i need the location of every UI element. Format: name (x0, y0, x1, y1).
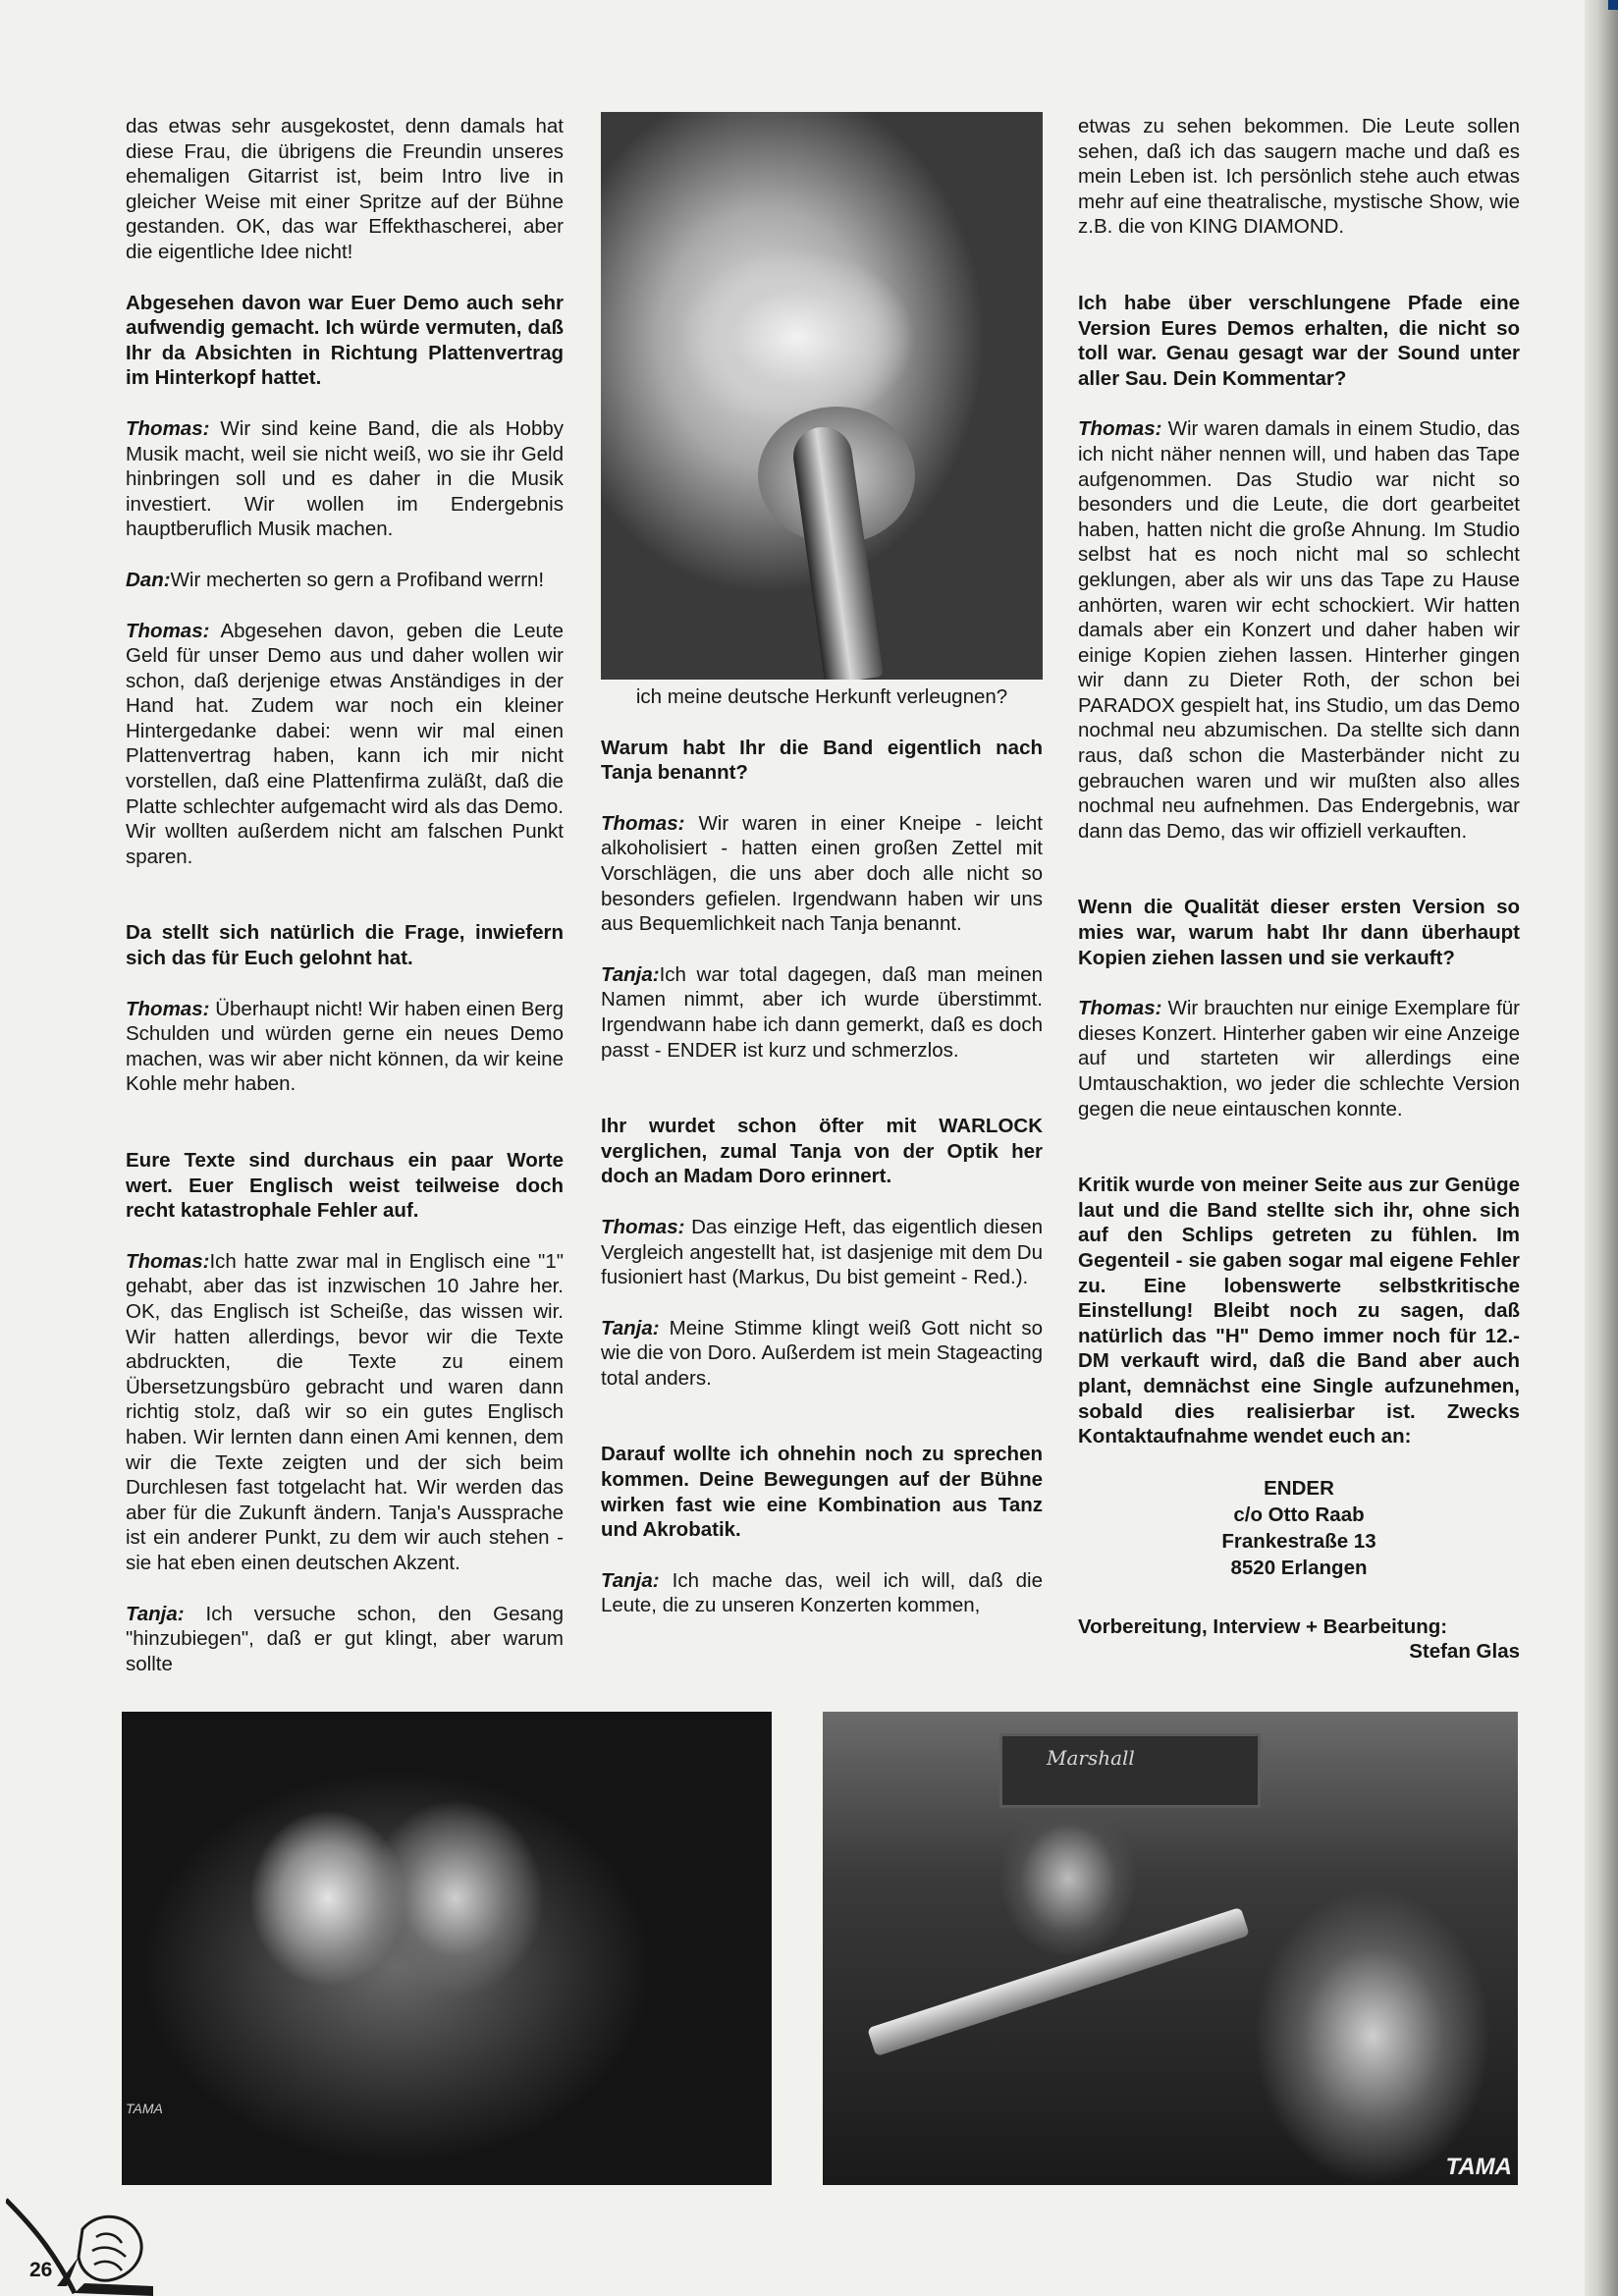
answer (126, 619, 564, 870)
photo-detail-amp (999, 1733, 1261, 1808)
speaker-label: Thomas: (601, 1215, 685, 1238)
speaker-label: Tanja: (601, 1568, 660, 1592)
answer (601, 1568, 1043, 1618)
answer-text: Ich hatte zwar mal in Englisch eine "1" gehabt, aber das ist inzwischen 10 Jahre her. OK, das Englisch ist Scheiße, das wissen wir. Wir hatten allerdings, bevor wir die Texte abdruckten, die Texte zu einem Übersetzungsbüro gebracht und waren dann richtig stolz, daß wir so ein gutes Englisch haben. Wir lernten dann einen Ami kennen, dem wir die Texte zeigten und der sich beim Durchlesen fast totgelacht hat. Wir werden das aber für die Zukunft ändern. Tanja's Aussprache ist ein anderer Punkt, zu dem wir auch stehen - sie hat eben einen deutschen Akzent. (126, 1249, 564, 1574)
address-line: Frankestraße 13 (1221, 1529, 1376, 1553)
answer (126, 997, 564, 1097)
interview-question: Ihr wurdet schon öfter mit WARLOCK verglichen, zumal Tanja von der Optik her doch an Madam Doro erinnert. (601, 1115, 1043, 1188)
answer-text: Ich versuche schon, den Gesang "hinzubiegen", daß er gut klingt, aber warum sollte (126, 1602, 564, 1675)
interview-question: Darauf wollte ich ohnehin noch zu sprechen kommen. Deine Bewegungen auf der Bühne wirken fast wie eine Kombination aus Tanz und Akrobatik. (601, 1443, 1043, 1542)
speaker-label: Thomas: (126, 997, 210, 1020)
address-line: c/o Otto Raab (1233, 1503, 1365, 1526)
photo-singer-closeup (601, 112, 1043, 680)
column-middle (601, 684, 1043, 1644)
speaker-label: Tanja: (601, 962, 660, 986)
credit-label: Vorbereitung, Interview + Bearbeitung: (1078, 1614, 1448, 1638)
answer (601, 1215, 1043, 1290)
credit-name: Stefan Glas (1409, 1640, 1520, 1664)
answer-text: Wir brauchten nur einige Exemplare für dieses Konzert. Hinterher gaben wir eine Anzeige auf und starteten wir allerdings eine Umtauschaktion, wo jeder die schlechte Version gegen die neue eintauschen konnte. (1078, 997, 1521, 1121)
answer-text: Ich war total dagegen, daß man meinen Namen nimmt, aber ich wurde überstimmt. Irgendwann habe ich dann gemerkt, daß es doch passt - ENDER ist kurz und schmerzlos. (601, 962, 1043, 1062)
column-right (1078, 114, 1520, 1665)
photo-band-live (823, 1712, 1518, 2185)
page-edge (1585, 0, 1618, 2296)
speaker-label: Thomas: (126, 619, 210, 642)
speaker-label: Thomas: (126, 416, 210, 440)
speaker-label: Tanja: (126, 1602, 185, 1625)
photo-caption-continuation: ich meine deutsche Herkunft verleugnen? (635, 685, 1008, 708)
amp-brand-label: Marshall (1047, 1746, 1135, 1770)
speaker-label: Tanja: (601, 1316, 660, 1339)
address-line: 8520 Erlangen (1230, 1556, 1368, 1579)
column-left (126, 114, 564, 1702)
paragraph: etwas zu sehen bekommen. Die Leute sollen sehen, daß ich das saugern mache und daß es mein Leben ist. Ich persönlich stehe auch etwas mehr auf eine theatralische, mystische Show, wie z.B. die von KING DIAMOND. (1078, 115, 1520, 239)
closing-note: Kritik wurde von meiner Seite aus zur Genüge laut und die Band stellte sich ihr, ohne sich auf den Schlips getreten zu fühlen. Im Gegenteil - sie gaben sogar mal eigene Fehler zu. Eine lobenswerte selbstkritische Einstellung! Bleibt noch zu sagen, daß natürlich das "H" Demo immer noch für 12.- DM verkauft wird, daß die Band aber auch plant, demnächst eine Single aufzunehmen, sobald dies realisierbar ist. Zwecks Kontaktaufnahme wendet euch an: (1078, 1174, 1520, 1449)
answer (1078, 416, 1520, 844)
interview-question: Abgesehen davon war Euer Demo auch sehr aufwendig gemacht. Ich würde vermuten, daß Ihr da Absichten in Richtung Plattenvertrag im Hinterkopf hattet. (126, 291, 564, 390)
answer (126, 416, 564, 542)
interview-question: Wenn die Qualität dieser ersten Version so mies war, warum habt Ihr dann überhaupt Kopien ziehen lassen und sie verkauft? (1078, 896, 1520, 969)
interview-question: Warum habt Ihr die Band eigentlich nach Tanja benannt? (601, 736, 1043, 785)
dragon-claw-logo-icon (6, 2160, 153, 2296)
answer-text: Wir waren damals in einem Studio, das ich nicht näher nennen will, und haben das Tape aufgenommen. Das Studio war nicht so besonders und die Leute, die dort gearbeitet haben, hatten nicht die große Ahnung. Im Studio selbst hat es noch nicht mal so schlecht geklungen, aber als wir uns das Tape zu Hause anhörten, waren wir echt schockiert. Wir hatten damals aber ein Konzert und daher haben wir einige Kopien ziehen lassen. Hinterher gingen wir dann zu Dieter Roth, der schon bei PARADOX gespielt hat, ins Studio, um das Demo nochmal neu abzumischen. Da stellte sich dann raus, daß schon die Masterbänder nicht zu gebrauchen waren und wir mußten also alles nochmal neu aufnehmen. Das Endergebnis, war dann das Demo, das wir offiziell verkauften. (1078, 417, 1520, 843)
speaker-label: Thomas: (126, 1249, 210, 1273)
answer (1078, 996, 1520, 1121)
speaker-label: Dan: (126, 568, 171, 591)
interview-question: Eure Texte sind durchaus ein paar Worte wert. Euer Englisch weist teilweise doch recht katastrophale Fehler auf. (126, 1149, 564, 1223)
paragraph: das etwas sehr ausgekostet, denn damals hat diese Frau, die übrigens die Freundin unseres ehemaligen Gitarrist ist, beim Intro live in gleicher Weise mit einer Spritze auf der Bühne gestanden. OK, das war Effekthascherei, aber die eigentliche Idee nicht! (126, 115, 564, 263)
drum-brand-label: TAMA (1445, 2154, 1512, 2180)
photo-detail-guitar (867, 1907, 1250, 2056)
author-credit (1078, 1614, 1520, 1665)
address-line: ENDER (1264, 1476, 1334, 1500)
answer-text: Überhaupt nicht! Wir haben einen Berg Schulden und würden gerne ein neues Demo machen, was wir aber nicht können, da wir keine Kohle mehr haben. (126, 997, 565, 1096)
speaker-label: Thomas: (601, 811, 685, 835)
answer-text: Wir mecherten so gern a Profiband werrn! (170, 568, 545, 591)
page-number: 26 (29, 2259, 53, 2281)
interview-question: Da stellt sich natürlich die Frage, inwiefern sich das für Euch gelohnt hat. (126, 921, 564, 970)
contact-address (1078, 1475, 1520, 1581)
answer (601, 811, 1043, 937)
answer-text: Das einzige Heft, das eigentlich diesen Vergleich angestellt hat, ist dasjenige mit dem Du fusioniert hast (Markus, Du bist gemeint - Red.). (601, 1215, 1044, 1289)
speaker-label: Thomas: (1078, 417, 1162, 441)
speaker-label: Thomas: (1078, 997, 1162, 1020)
answer-text: Wir waren in einer Kneipe - leicht alkoholisiert - hatten einen großen Zettel mit Vorschlägen, die uns aber doch alle nicht so besonders gefielen. Irgendwann haben wir uns aus Bequemlichkeit nach Tanja benannt. (601, 811, 1043, 936)
answer-text: Meine Stimme klingt weiß Gott nicht so wie die von Doro. Außerdem ist mein Stageacting total anders. (601, 1316, 1043, 1390)
answer (601, 962, 1043, 1063)
interview-question: Ich habe über verschlungene Pfade eine Version Eures Demos erhalten, die nicht so toll war. Genau gesagt war der Sound unter aller Sau. Dein Kommentar? (1078, 291, 1520, 390)
answer (126, 1602, 564, 1677)
answer (126, 1249, 564, 1576)
answer (126, 568, 564, 593)
photo-band-duo (122, 1712, 772, 2185)
answer (601, 1316, 1043, 1392)
photo-stage-mark: TAMA (126, 2101, 163, 2116)
answer-text: Ich mache das, weil ich will, daß die Leute, die zu unseren Konzerten kommen, (601, 1568, 1044, 1617)
answer-text: Abgesehen davon, geben die Leute Geld für unser Demo aus und daher wollen wir schon, daß derjenige etwas Anständiges in der Hand hat. Zudem war noch ein kleiner Hintergedanke dabei: wenn wir mal einen Plattenvertrag haben, kann ich mir nicht vorstellen, daß eine Plattenfirma zuläßt, daß die Platte schlechter aufgemacht wird als das Demo. Wir wollten außerdem nicht am falschen Punkt sparen. (126, 619, 564, 868)
answer-text: Wir sind keine Band, die als Hobby Musik macht, weil sie nicht weiß, wo sie ihr Geld hinbringen soll und es daher in die Musik investiert. Wir wollen im Endergebnis hauptberuflich Musik machen. (126, 416, 564, 541)
